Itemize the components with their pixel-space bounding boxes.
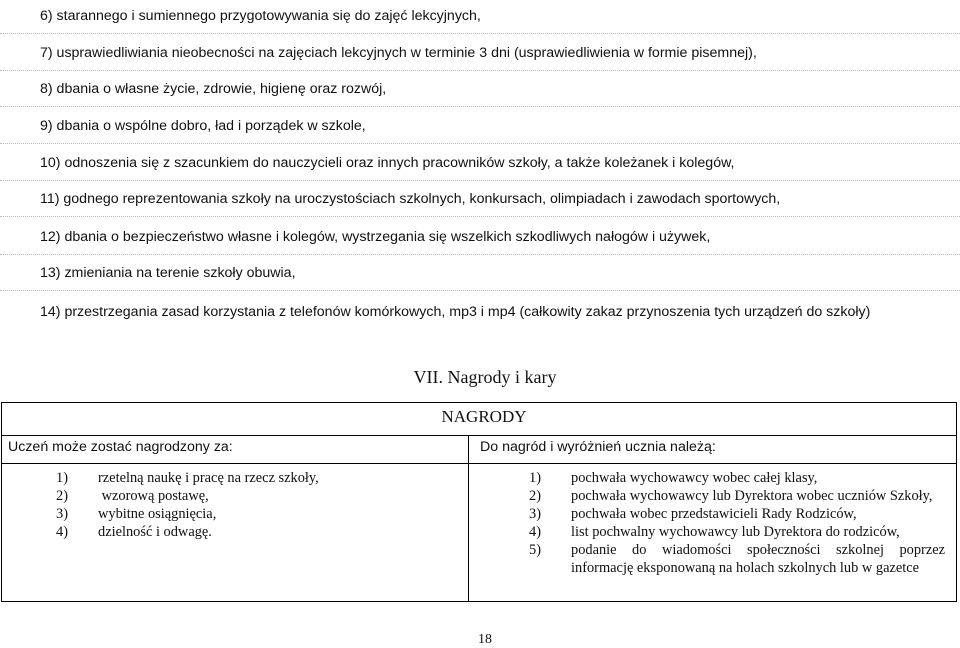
rewards-table bbox=[1, 402, 957, 602]
left-reward-list bbox=[56, 469, 456, 541]
list-item bbox=[529, 487, 945, 505]
rule-text: 10) odnoszenia się z szacunkiem do nauczycieli oraz innych pracowników szkoły, a także koleżanek i kolegów, bbox=[40, 155, 735, 171]
rule-item bbox=[0, 147, 960, 181]
item-number: 4) bbox=[529, 524, 541, 540]
item-number: 1) bbox=[529, 470, 541, 486]
item-text: list pochwalny wychowawcy lub Dyrektora do rodziców, bbox=[571, 524, 900, 540]
item-text: wybitne osiągnięcia, bbox=[98, 506, 217, 522]
item-text: pochwała wychowawcy lub Dyrektora wobec uczniów Szkoły, bbox=[571, 488, 933, 504]
list-item bbox=[529, 523, 945, 541]
left-column-header: Uczeń może zostać nagrodzony za: bbox=[8, 439, 233, 455]
item-number: 3) bbox=[529, 506, 541, 522]
list-item bbox=[56, 487, 456, 505]
item-text: rzetelną naukę i pracę na rzecz szkoły, bbox=[98, 470, 319, 486]
table-divider bbox=[2, 463, 956, 464]
item-number: 5) bbox=[529, 542, 541, 558]
item-text: dzielność i odwagę. bbox=[98, 524, 212, 540]
item-number: 3) bbox=[56, 506, 68, 522]
list-item bbox=[56, 505, 456, 523]
rule-text: 9) dbania o wspólne dobro, ład i porządek w szkole, bbox=[40, 118, 366, 134]
list-item bbox=[56, 523, 456, 541]
rule-item bbox=[0, 296, 960, 329]
rule-item bbox=[0, 183, 960, 217]
item-text: podanie do wiadomości społeczności szkolnej poprzez informację eksponowaną na holach szkolnych lub w gazetce bbox=[571, 542, 945, 576]
list-item bbox=[529, 469, 945, 487]
rule-text: 6) starannego i sumiennego przygotowywania się do zajęć lekcyjnych, bbox=[40, 8, 481, 24]
rule-text: 13) zmieniania na terenie szkoły obuwia, bbox=[40, 265, 296, 281]
page-number: 18 bbox=[478, 632, 492, 647]
list-item bbox=[56, 469, 456, 487]
list-item bbox=[529, 541, 945, 577]
rule-item bbox=[0, 221, 960, 255]
item-text: pochwała wobec przedstawicieli Rady Rodziców, bbox=[571, 506, 857, 522]
item-text: wzorową postawę, bbox=[98, 488, 209, 504]
item-number: 2) bbox=[529, 488, 541, 504]
rule-text: 12) dbania o bezpieczeństwo własne i kolegów, wystrzegania się wszelkich szkodliwych nałogów i używek, bbox=[40, 229, 711, 245]
list-item bbox=[529, 505, 945, 523]
rule-item bbox=[0, 110, 960, 144]
item-number: 2) bbox=[56, 488, 68, 504]
rule-text: 8) dbania o własne życie, zdrowie, higienę oraz rozwój, bbox=[40, 81, 387, 97]
rule-text: 14) przestrzegania zasad korzystania z telefonów komórkowych, mp3 i mp4 (całkowity zakaz przynoszenia tych urządzeń do szkoły) bbox=[40, 304, 871, 320]
item-number: 4) bbox=[56, 524, 68, 540]
rule-item bbox=[0, 0, 960, 34]
section-title: VII. Nagrody i kary bbox=[413, 367, 557, 387]
right-column-header: Do nagród i wyróżnień ucznia należą: bbox=[480, 439, 716, 455]
right-reward-list bbox=[529, 469, 945, 577]
item-number: 1) bbox=[56, 470, 68, 486]
item-text: pochwała wychowawcy wobec całej klasy, bbox=[571, 470, 818, 486]
table-caption: NAGRODY bbox=[441, 407, 527, 426]
rule-item bbox=[0, 257, 960, 291]
rule-text: 7) usprawiedliwiania nieobecności na zajęciach lekcyjnych w terminie 3 dni (usprawiedliwienia w formie pisemnej), bbox=[40, 45, 757, 61]
rule-item bbox=[0, 73, 960, 107]
rule-item bbox=[0, 37, 960, 71]
table-column-divider bbox=[468, 436, 469, 601]
table-divider bbox=[2, 435, 956, 436]
rule-text: 11) godnego reprezentowania szkoły na uroczystościach szkolnych, konkursach, olimpiadach i zawodach sportowych, bbox=[40, 191, 781, 207]
